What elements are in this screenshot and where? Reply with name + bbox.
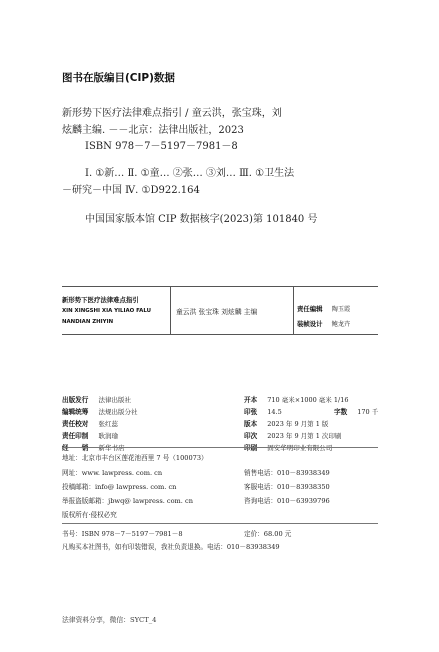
role-designer-label: 装帧设计 (297, 320, 323, 328)
pub-label: 印次 (244, 432, 258, 440)
footer-note: 法律资料分享，微信：SYCT_4 (62, 616, 157, 624)
pub-value: 170 千 (357, 408, 379, 416)
contacts-divider (62, 523, 378, 524)
pub-label: 编辑统筹 (62, 408, 89, 416)
sales-phone: 销售电话：010－83938349 (244, 469, 330, 477)
pub-label: 版本 (244, 420, 258, 428)
pub-label: 字数 (334, 408, 348, 416)
pub-label: 印刷 (244, 444, 258, 452)
isbn-line: 书号：ISBN 978－7－5197－7981－8 (62, 530, 183, 538)
cip-classification-2: －研究－中国 Ⅳ. ①D922.164 (62, 185, 200, 196)
pub-label: 开本 (244, 396, 258, 404)
book-title-pinyin-2: NANDIAN ZHIYIN (62, 319, 114, 325)
cip-record-number: 中国国家版本馆 CIP 数据核字(2023)第 101840 号 (85, 214, 318, 225)
cip-classification-1: Ⅰ. ①新… Ⅱ. ①童… ②张… ③刘… Ⅲ. ①卫生法 (85, 168, 295, 179)
pub-value: 法规出版分社 (98, 408, 138, 416)
pub-value: 2023 年 9 月第 1 版 (267, 420, 329, 428)
pub-label: 出版发行 (62, 396, 89, 404)
title-box-top-rule (62, 286, 378, 287)
piracy-report-email: 举报盗版邮箱：jbwq@ lawpress. com. cn (62, 497, 193, 505)
pub-value: 14.5 (267, 408, 282, 416)
book-title-pinyin-1: XIN XINGSHI XIA YILIAO FALU (62, 308, 151, 314)
consult-phone: 咨询电话：010－63939796 (244, 497, 330, 505)
pub-value: 710 毫米×1000 毫米 1/16 (267, 396, 349, 404)
pub-row-printer (244, 435, 332, 454)
title-box-divider-2 (293, 286, 294, 334)
title-box-divider-1 (170, 286, 171, 334)
book-editors: 童云洪 张宝珠 刘炫麟 主编 (176, 308, 258, 316)
pub-label: 责任校对 (62, 420, 89, 428)
role-editor-label: 责任编辑 (297, 305, 323, 313)
cip-heading: 图书在版编目(CIP)数据 (62, 72, 175, 84)
submission-email: 投稿邮箱：info@ lawpress. com. cn (62, 483, 177, 491)
pub-label: 经 销 (62, 444, 89, 452)
cip-line-2: 炫麟主编. －－北京：法律出版社，2023 (62, 125, 244, 136)
role-designer-value: 鲍龙卉 (331, 321, 351, 328)
book-title: 新形势下医疗法律难点指引 (62, 296, 139, 304)
price: 定价：68.00 元 (244, 530, 292, 538)
pub-value: 固安华明印业有限公司 (267, 444, 333, 452)
pub-value: 2023 年 9 月第 1 次印刷 (267, 432, 342, 440)
pub-value: 法律出版社 (98, 396, 131, 404)
pub-label: 责任印制 (62, 432, 89, 440)
website: 网址：www. lawpress. com. cn (62, 469, 163, 477)
pub-value: 张红蕊 (98, 420, 118, 428)
pub-label: 印张 (244, 408, 258, 416)
title-box-bottom-rule (62, 334, 378, 335)
pub-value: 耿润瑜 (98, 432, 118, 440)
role-editor-value: 陶玉霞 (331, 306, 351, 313)
return-notice: 凡购买本社图书，如有印装错误，我社负责退换。电话：010－83938349 (62, 543, 280, 551)
service-phone: 客服电话：010－83938350 (244, 483, 330, 491)
address: 地址：北京市丰台区莲花池西里 7 号（100073） (62, 454, 208, 462)
cip-line-1: 新形势下医疗法律难点指引 / 童云洪，张宝珠，刘 (62, 108, 282, 119)
cip-isbn: ISBN 978－7－5197－7981－8 (85, 141, 238, 152)
pub-row-word-count (334, 399, 378, 418)
pub-value: 新华书店 (98, 444, 125, 452)
pub-divider (62, 447, 378, 448)
copyright-notice: 版权所有·侵权必究 (62, 511, 117, 519)
role-designer (297, 311, 350, 330)
